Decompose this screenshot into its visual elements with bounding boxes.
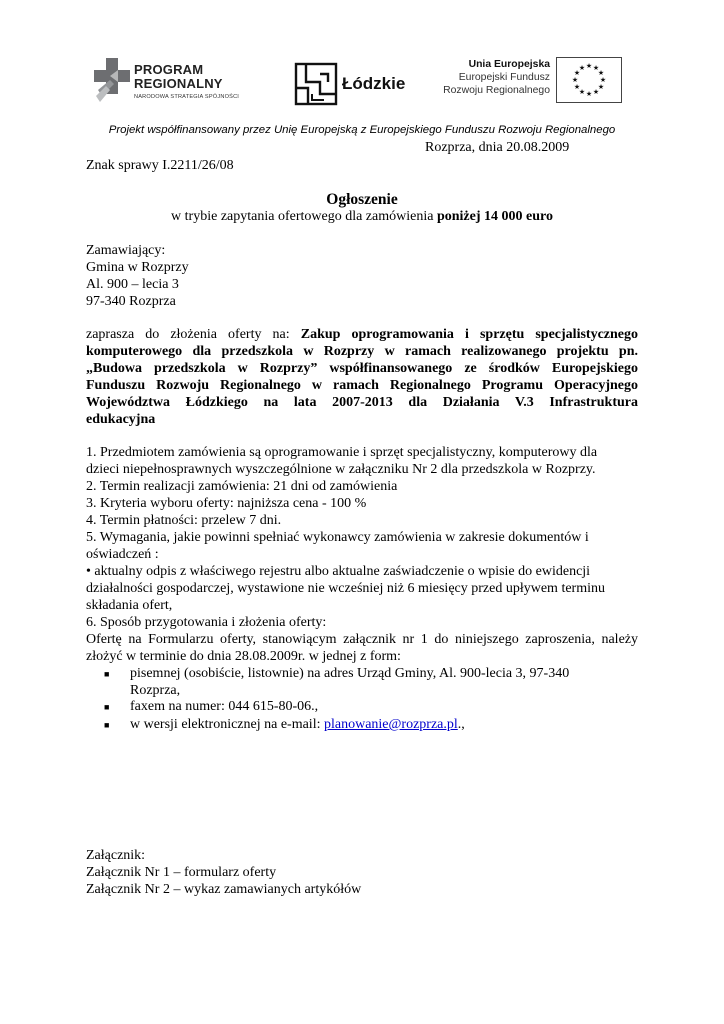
list-bullet-icon: ■ <box>104 720 110 730</box>
form-fax: faxem na numer: 044 615-80-06., <box>130 699 319 714</box>
point-2: 2. Termin realizacji zamówienia: 21 dni od zamówienia <box>86 479 398 494</box>
svg-text:★: ★ <box>571 76 579 84</box>
svg-text:★: ★ <box>585 62 593 70</box>
form-written-line-1: pisemnej (osobiście, listownie) na adres Urząd Gminy, Al. 900-lecia 3, 97-340 <box>130 666 570 681</box>
form-email-suffix: ., <box>457 717 465 732</box>
eu-logo-line2: Europejski Fundusz <box>458 72 550 83</box>
lodzkie-logo-text: Łódzkie <box>342 74 406 93</box>
svg-text:★: ★ <box>573 69 581 77</box>
page-title: Ogłoszenie <box>326 191 398 208</box>
invitation-subject: Zakup oprogramowania i sprzętu specjalistycznego <box>300 327 638 342</box>
eu-logo-line3: Rozwoju Regionalnego <box>443 85 550 96</box>
page-subtitle <box>0 208 724 225</box>
email-link[interactable]: planowanie@rozprza.pl <box>323 717 458 732</box>
svg-text:★: ★ <box>578 64 586 72</box>
svg-text:★: ★ <box>573 83 581 91</box>
attachment-1: Załącznik Nr 1 – formularz oferty <box>86 865 277 880</box>
invitation-line-3: „Budowa przedszkola w Rozprzy” współfinansowanego ze środków Europejskiego <box>86 361 638 376</box>
program-regionalny-emblem-icon <box>92 56 132 106</box>
subtitle-threshold: poniżej 14 000 euro <box>436 209 553 224</box>
attachments-label: Załącznik: <box>86 848 146 863</box>
attachment-2: Załącznik Nr 2 – wykaz zamawianych artykółów <box>86 882 362 897</box>
invitation-line-6: edukacyjna <box>86 412 156 427</box>
list-bullet-icon: ■ <box>104 702 110 712</box>
subtitle-text: w trybie zapytania ofertowego dla zamówienia <box>171 209 437 224</box>
point-5-line-2: oświadczeń : <box>86 547 159 562</box>
eu-logo-line1: Unia Europejska <box>468 59 550 70</box>
orderer-city: 97-340 Rozprza <box>86 294 176 309</box>
invitation-line-4: Funduszu Rozwoju Regionalnego w ramach Regionalnego Programu Operacyjnego <box>86 378 638 393</box>
lodzkie-emblem-icon <box>294 62 338 106</box>
point-6-title: 6. Sposób przygotowania i złożenia oferty: <box>86 615 327 630</box>
svg-text:★: ★ <box>599 76 607 84</box>
svg-text:★: ★ <box>592 88 600 96</box>
svg-text:★: ★ <box>592 64 600 72</box>
point-6-line-2: złożyć w terminie do dnia 28.08.2009r. w jednej z form: <box>86 649 401 664</box>
invitation-prefix: zaprasza do złożenia oferty na: <box>86 327 301 342</box>
project-cofinancing-note: Projekt współfinansowany przez Unię Europejską z Europejskiego Funduszu Rozwoju Regionalnego <box>108 124 616 136</box>
lodzkie-logo <box>294 62 414 106</box>
form-email-prefix: w wersji elektronicznej na e-mail: <box>130 717 324 732</box>
program-logo-line1: PROGRAM <box>134 62 204 77</box>
point-6-line-1: Ofertę na Formularzu oferty, stanowiącym załącznik nr 1 do niniejszego zaproszenia, należy <box>86 632 638 647</box>
point-5-bullet-line-2: działalności gospodarczej, wystawione nie wcześniej niż 6 miesięcy przed upływem terminu <box>86 581 605 596</box>
form-written-line-2: Rozprza, <box>130 683 181 698</box>
eu-flag <box>556 57 622 103</box>
svg-text:★: ★ <box>585 90 593 98</box>
list-bullet-icon: ■ <box>104 669 110 679</box>
program-logo-tagline: NARODOWA STRATEGIA SPÓJNOŚCI <box>134 94 240 100</box>
svg-text:★: ★ <box>597 69 605 77</box>
invitation-line-1 <box>86 326 638 343</box>
eu-logo <box>432 56 624 106</box>
point-3: 3. Kryteria wyboru oferty: najniższa cena - 100 % <box>86 496 367 511</box>
point-4: 4. Termin płatności: przelew 7 dni. <box>86 513 282 528</box>
form-email <box>130 716 465 733</box>
orderer-street: Al. 900 – lecia 3 <box>86 277 179 292</box>
program-regionalny-logo <box>92 56 262 108</box>
program-logo-line2: REGIONALNY <box>134 76 223 91</box>
svg-text:★: ★ <box>597 83 605 91</box>
invitation-line-5: Województwa Łódzkiego na lata 2007-2013 dla Działania V.3 Infrastruktura <box>86 395 638 410</box>
point-5-bullet-line-1: • aktualny odpis z właściwego rejestru albo aktualne zaświadczenie o wpisie do ewidencji <box>86 564 591 579</box>
svg-text:★: ★ <box>578 88 586 96</box>
orderer-name: Gmina w Rozprzy <box>86 260 189 275</box>
point-5-bullet-line-3: składania ofert, <box>86 598 173 613</box>
point-1-line-2: dzieci niepełnosprawnych wyszczególnione w załączniku Nr 2 dla przedszkola w Rozprzy. <box>86 462 596 477</box>
point-5-line-1: 5. Wymagania, jakie powinni spełniać wykonawcy zamówienia w zakresie dokumentów i <box>86 530 589 545</box>
point-1-line-1: 1. Przedmiotem zamówienia są oprogramowanie i sprzęt specjalistyczny, komputerowy dla <box>86 445 598 460</box>
orderer-label: Zamawiający: <box>86 243 166 258</box>
place-and-date: Rozprza, dnia 20.08.2009 <box>425 140 570 155</box>
case-number: Znak sprawy I.2211/26/08 <box>86 158 234 173</box>
eu-stars-icon <box>557 58 621 102</box>
invitation-line-2: komputerowego dla przedszkola w Rozprzy w ramach realizowanego projektu pn. <box>86 344 638 359</box>
